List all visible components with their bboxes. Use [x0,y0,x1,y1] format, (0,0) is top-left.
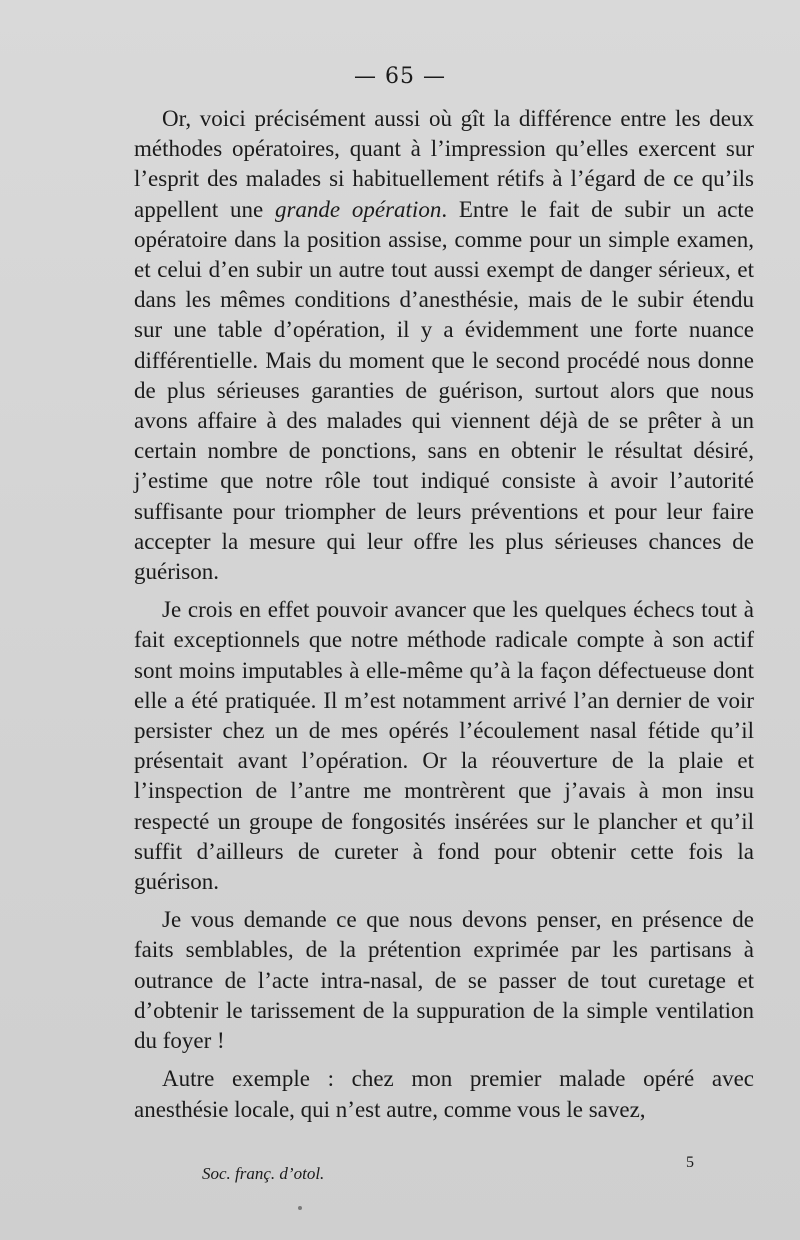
footer-signature-number: 5 [686,1154,694,1171]
paragraph-1-emphasis: grande opération [274,196,442,222]
page-number: — 65 — [354,64,446,89]
paragraph-1-text-end: . Entre le fait de subir un acte opératoire dans la position assise, comme pour un simple examen, et celui d’en subir un autre tout aussi exempt de danger sérieux, et dans les mêmes conditions d’anesthésie, mais de le subir étendu sur une table d’opération, il y a évidemment une forte nuance différentielle. Mais du moment que le second procédé nous donne de plus sérieuses garanties de guérison, surtout alors que nous avons affaire à des malades qui viennent déjà de se prêter à un certain nombre de ponctions, sans en obtenir le résultat désiré, j’estime que notre rôle tout indiqué consiste à avoir l’autorité suffisante pour triompher de leurs préventions et pour leur faire accepter la mesure qui leur offre les plus sérieuses chances de guérison. [134,196,754,585]
paragraph-2: Je crois en effet pouvoir avancer que les quelques échecs tout à fait exceptionnels que notre méthode radicale compte à son actif sont moins imputables à elle-même qu’à la façon défectueuse dont elle a été pratiquée. Il m’est notamment arrivé l’an dernier de voir persister chez un de mes opérés l’écoulement nasal fétide qu’il présentait avant l’opération. Or la réouverture de la plaie et l’inspection de l’antre me montrèrent que j’avais à mon insu respecté un groupe de fongosités insérées sur le plancher et qu’il suffit d’ailleurs de cureter à fond pour obtenir cette fois la guérison. [134,597,754,895]
paragraph-4: Autre exemple : chez mon premier malade opéré avec anesthésie locale, qui n’est autre, comme vous le savez, [134,1066,754,1122]
body-text [134,104,754,1133]
footer-journal-signature: Soc. franç. d’otol. [202,1164,325,1183]
paragraph-1 [134,104,754,587]
ink-speck [298,1206,302,1210]
paragraph-3: Je vous demande ce que nous devons penser, en présence de faits semblables, de la prétention exprimée par les partisans à outrance de l’acte intra-nasal, de se passer de tout curetage et d’obtenir le tarissement de la suppuration de la simple ventilation du foyer ! [134,907,754,1054]
paragraph-1-text-start: Or, voici précisément aussi où gît la différence entre les deux méthodes opératoires, quant à l’impression qu’elles exercent sur l’esprit des malades si habituellement rétifs à l’égard de ce qu’ils appellent une [134,106,754,222]
